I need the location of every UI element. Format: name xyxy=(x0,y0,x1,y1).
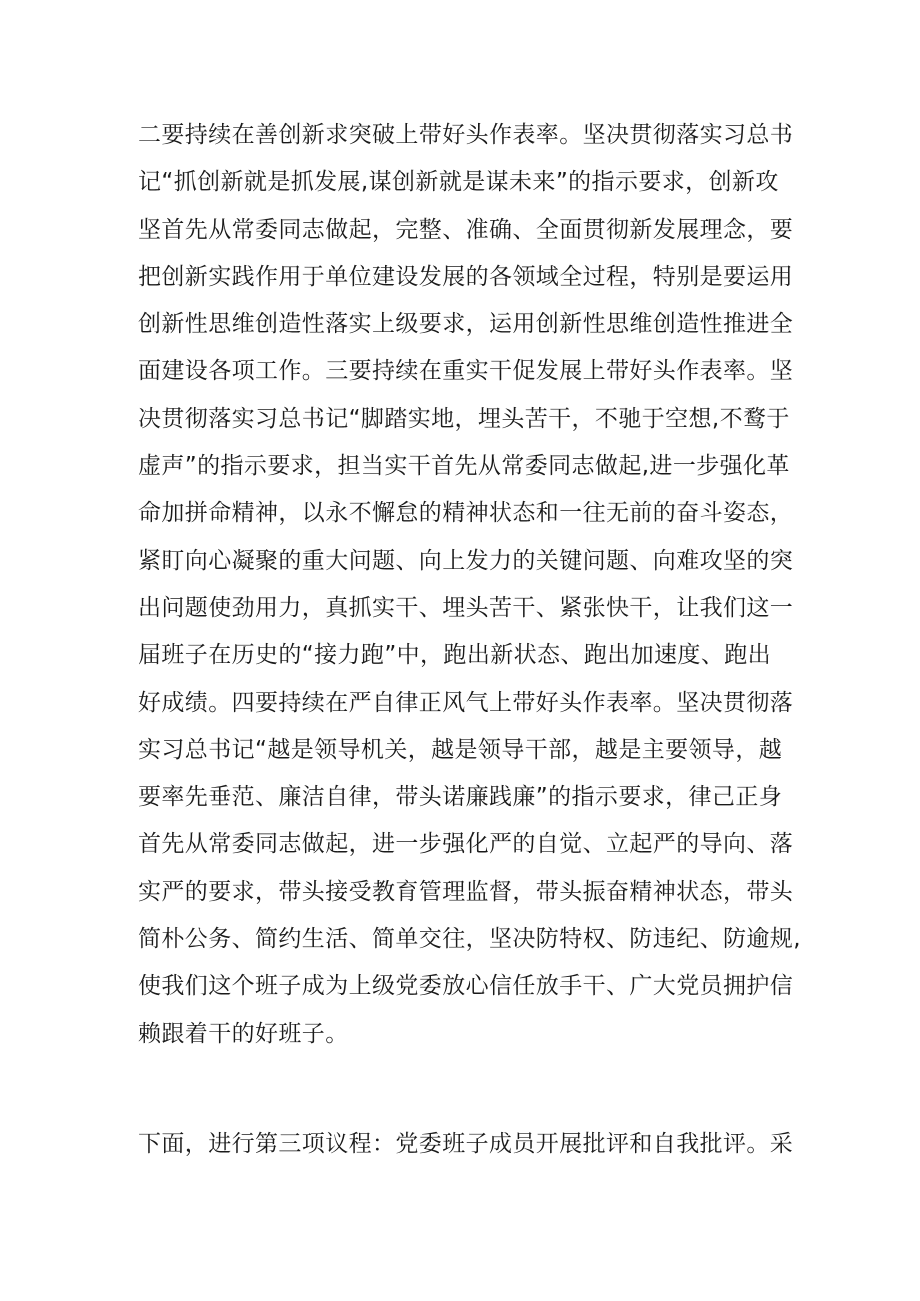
text-line: 实严的要求，带头接受教育管理监督，带头振奋精神状态，带头 xyxy=(138,878,794,905)
text-line: 记“抓创新就是抓发展,谋创新就是谋未来”的指示要求，创新攻 xyxy=(138,169,779,196)
text-line: 赖跟着干的好班子。 xyxy=(138,1020,349,1047)
text-line: 虚声”的指示要求，担当实干首先从常委同志做起,进一步强化革 xyxy=(138,453,790,480)
text-line: 坚首先从常委同志做起，完整、准确、全面贯彻新发展理念，要 xyxy=(138,216,794,243)
text-line: 简朴公务、简约生活、简单交往，坚决防特权、防违纪、防逾规, xyxy=(138,926,801,953)
text-line: 把创新实践作用于单位建设发展的各领域全过程，特别是要运用 xyxy=(138,263,794,290)
paragraph-2 xyxy=(138,1121,798,1168)
text-line: 二要持续在善创新求突破上带好头作表率。坚决贯彻落实习总书 xyxy=(138,122,794,148)
text-line: 面建设各项工作。三要持续在重实干促发展上带好头作表率。坚 xyxy=(138,358,794,385)
text-line: 出问题使劲用力，真抓实干、埋头苦干、紧张快干，让我们这一 xyxy=(138,594,794,621)
text-line: 命加拼命精神，以永不懈怠的精神状态和一往无前的奋斗姿态， xyxy=(138,500,794,527)
text-line: 实习总书记“越是领导机关，越是领导干部，越是主要领导，越 xyxy=(138,736,783,763)
text-line: 下面，进行第三项议程：党委班子成员开展批评和自我批评。采 xyxy=(138,1131,794,1157)
text-line: 使我们这个班子成为上级党委放心信任放手干、广大党员拥护信 xyxy=(138,973,794,1000)
text-line: 首先从常委同志做起，进一步强化严的自觉、立起严的导向、落 xyxy=(138,831,794,858)
text-line: 届班子在历史的“接力跑”中，跑出新状态、跑出加速度、跑出 xyxy=(138,642,772,669)
text-line: 紧盯向心凝聚的重大问题、向上发力的关键问题、向难攻坚的突 xyxy=(138,547,794,574)
text-line: 创新性思维创造性落实上级要求，运用创新性思维创造性推进全 xyxy=(138,311,794,338)
text-line: 决贯彻落实习总书记“脚踏实地，埋头苦干，不驰于空想,不鹜于 xyxy=(138,405,790,432)
paragraph-1 xyxy=(138,112,801,1058)
text-line: 要率先垂范、廉洁自律，带头诺廉践廉”的指示要求，律己正身 xyxy=(138,784,783,811)
text-line: 好成绩。四要持续在严自律正风气上带好头作表率。坚决贯彻落 xyxy=(138,689,794,716)
